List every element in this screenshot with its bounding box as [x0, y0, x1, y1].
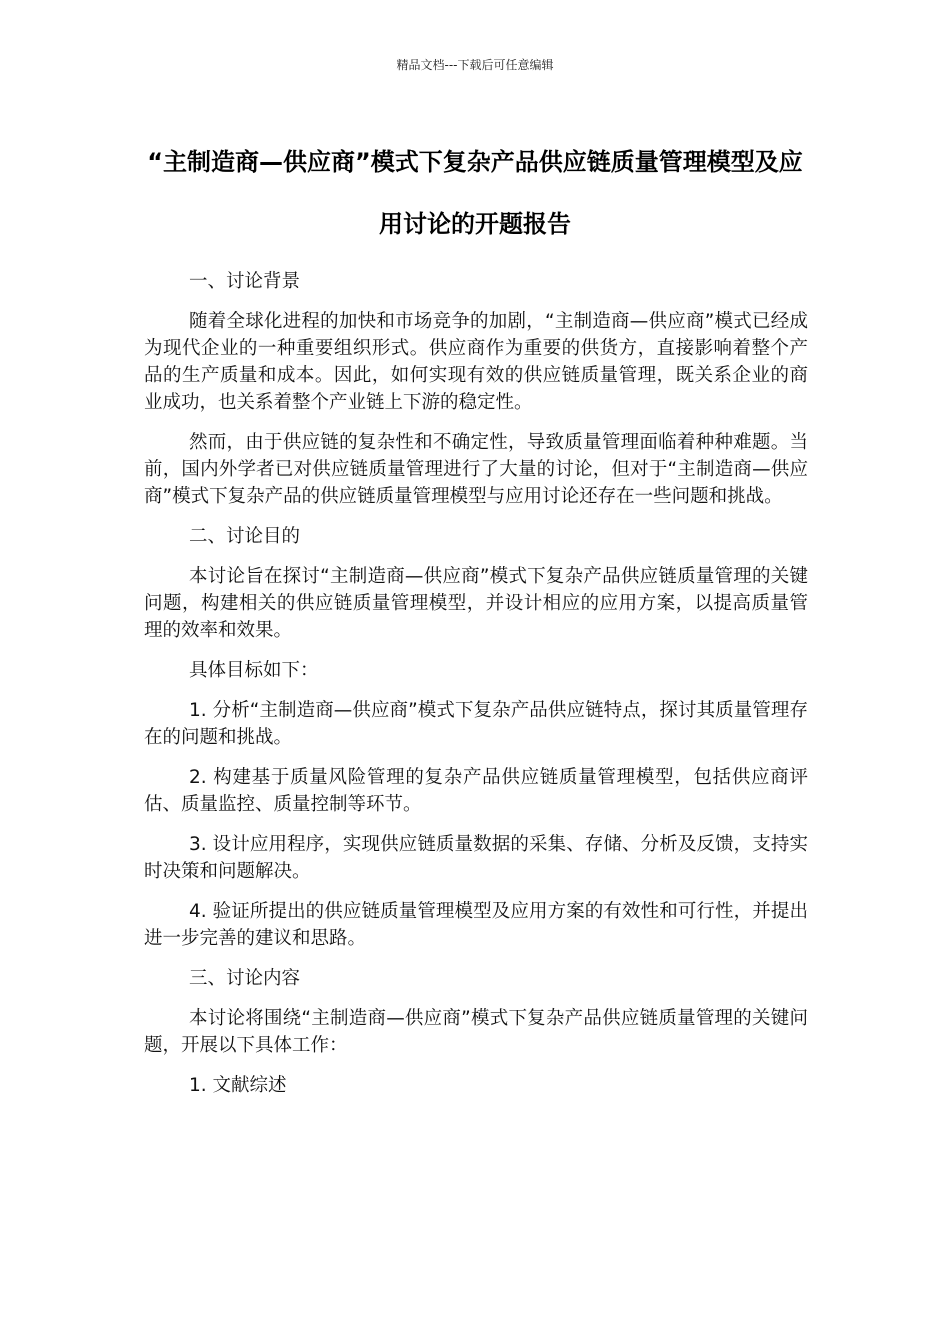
paragraph-purpose: 本讨论旨在探讨“主制造商—供应商”模式下复杂产品供应链质量管理的关键问题，构建相关的供应链质量管理模型，并设计相应的应用方案，以提高质量管理的效率和效果。 [144, 566, 808, 641]
document-body [144, 268, 808, 1112]
section-heading-purpose: 二、讨论目的 [189, 526, 301, 547]
document-title: “主制造商—供应商”模式下复杂产品供应链质量管理模型及应用讨论的开题报告 [147, 148, 803, 238]
list-item-goal-1: 1. 分析“主制造商—供应商”模式下复杂产品供应链特点，探讨其质量管理存在的问题和挑战。 [144, 700, 808, 748]
paragraph-goals-intro: 具体目标如下： [189, 660, 319, 681]
paragraph-content: 本讨论将围绕“主制造商—供应商”模式下复杂产品供应链质量管理的关键问题，开展以下具体工作： [144, 1008, 808, 1056]
list-item-goal-4: 4. 验证所提出的供应链质量管理模型及应用方案的有效性和可行性，并提出进一步完善的建议和思路。 [144, 901, 808, 949]
page-header: 精品文档---下载后可任意编辑 [396, 58, 554, 72]
list-item-goal-3: 3. 设计应用程序，实现供应链质量数据的采集、存储、分析及反馈，支持实时决策和问题解决。 [144, 834, 808, 882]
section-heading-background: 一、讨论背景 [189, 271, 301, 292]
section-heading-content: 三、讨论内容 [189, 968, 301, 989]
paragraph-background-2: 然而，由于供应链的复杂性和不确定性，导致质量管理面临着种种难题。当前，国内外学者已对供应链质量管理进行了大量的讨论，但对于“主制造商—供应商”模式下复杂产品的供应链质量管理模型与应用讨论还存在一些问题和挑战。 [144, 432, 808, 507]
list-item-content-1: 1. 文献综述 [189, 1075, 287, 1096]
paragraph-background-1: 随着全球化进程的加快和市场竞争的加剧，“主制造商—供应商”模式已经成为现代企业的一种重要组织形式。供应商作为重要的供货方，直接影响着整个产品的生产质量和成本。因此，如何实现有效的供应链质量管理，既关系企业的商业成功，也关系着整个产业链上下游的稳定性。 [144, 311, 808, 413]
list-item-goal-2: 2. 构建基于质量风险管理的复杂产品供应链质量管理模型，包括供应商评估、质量监控、质量控制等环节。 [144, 767, 808, 815]
